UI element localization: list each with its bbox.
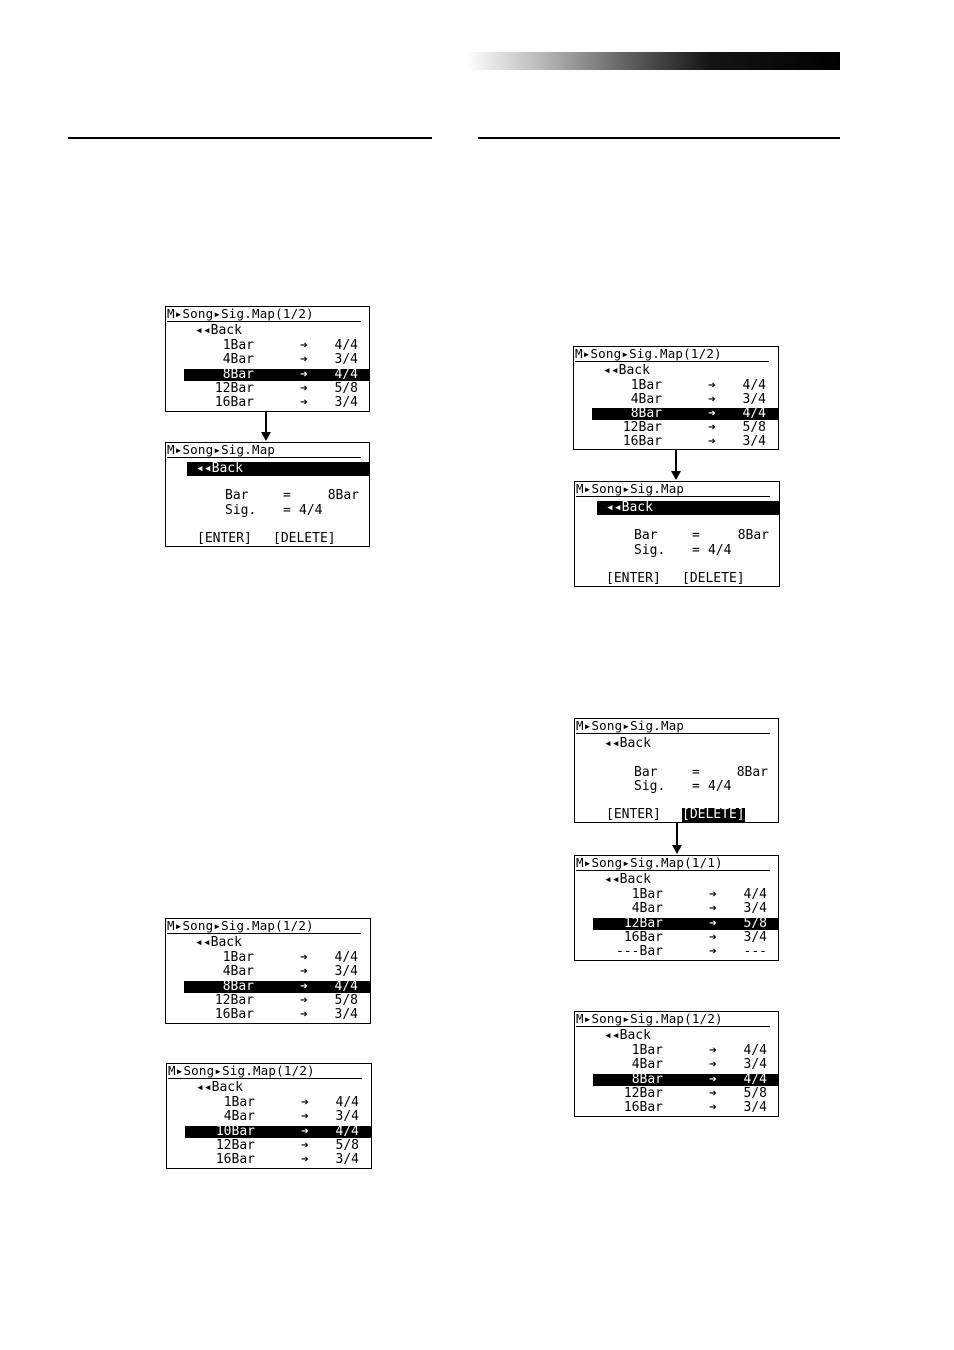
sig-value: 4/4 xyxy=(742,378,766,393)
lcd-title: M▸Song▸Sig.Map(1/2) xyxy=(167,307,361,322)
list-item xyxy=(574,379,778,393)
back-label: ◂◂Back xyxy=(604,1028,651,1043)
sig-value: 4/4 xyxy=(299,503,323,518)
bar-value: 16Bar xyxy=(622,434,662,449)
list-item-selected xyxy=(166,980,370,994)
list-item xyxy=(575,1087,779,1101)
back-label: ◂◂Back xyxy=(604,736,651,751)
sig-value: 3/4 xyxy=(743,1057,767,1072)
lcd-sig-map-edit xyxy=(574,718,779,823)
list-item xyxy=(575,1044,779,1058)
arrow-down-icon xyxy=(671,471,681,480)
arrow-icon: ➔ xyxy=(709,1100,717,1115)
bar-value: 4Bar xyxy=(631,901,663,916)
arrow-icon: ➔ xyxy=(301,1124,309,1139)
sig-value: 3/4 xyxy=(334,1007,358,1022)
sig-value: 4/4 xyxy=(743,1043,767,1058)
equals-sign: = xyxy=(692,779,700,794)
equals-sign: = xyxy=(283,488,291,503)
bar-label: Bar xyxy=(225,488,249,503)
bar-value: 8Bar xyxy=(736,765,768,780)
arrow-icon: ➔ xyxy=(709,1043,717,1058)
bar-value: 16Bar xyxy=(214,395,254,410)
arrow-icon: ➔ xyxy=(708,420,716,435)
lcd-sig-map-edit xyxy=(165,442,370,547)
delete-button: [DELETE] xyxy=(273,531,336,546)
sig-value: 5/8 xyxy=(742,420,766,435)
list-item-selected xyxy=(574,407,778,421)
equals-sign: = xyxy=(692,765,700,780)
arrow-down-icon xyxy=(261,432,271,441)
arrow-icon: ➔ xyxy=(300,964,308,979)
bar-value: 12Bar xyxy=(214,381,254,396)
sig-value: 3/4 xyxy=(743,901,767,916)
lcd-title: M▸Song▸Sig.Map(1/1) xyxy=(576,856,770,871)
lcd-sig-map-list xyxy=(574,855,779,961)
back-label: ◂◂Back xyxy=(604,872,651,887)
arrow-icon: ➔ xyxy=(300,1007,308,1022)
list-item-selected xyxy=(167,1125,371,1139)
sig-value: 4/4 xyxy=(334,367,358,382)
flow-arrow xyxy=(265,412,267,433)
sig-value: 5/8 xyxy=(335,1138,359,1153)
lcd-title: M▸Song▸Sig.Map xyxy=(576,482,770,497)
sig-value: 3/4 xyxy=(334,964,358,979)
arrow-icon: ➔ xyxy=(709,1057,717,1072)
arrow-icon: ➔ xyxy=(300,950,308,965)
enter-button: [ENTER] xyxy=(606,571,661,586)
sig-label: Sig. xyxy=(634,779,666,794)
bar-value: 12Bar xyxy=(623,1086,663,1101)
section-rule-left xyxy=(68,137,432,139)
lcd-title: M▸Song▸Sig.Map xyxy=(576,719,770,734)
arrow-icon: ➔ xyxy=(709,901,717,916)
list-item xyxy=(166,994,370,1008)
sig-value: 3/4 xyxy=(334,395,358,410)
lcd-sig-map-list xyxy=(165,306,370,412)
bar-value: 12Bar xyxy=(214,993,254,1008)
bar-value: 1Bar xyxy=(630,378,662,393)
lcd-sig-map-list xyxy=(573,346,779,450)
bar-label: Bar xyxy=(634,765,658,780)
list-item xyxy=(575,902,779,916)
bar-value: 8Bar xyxy=(737,528,769,543)
sig-value: --- xyxy=(743,944,767,959)
back-label: ◂◂Back xyxy=(606,500,653,515)
arrow-icon: ➔ xyxy=(708,392,716,407)
bar-label: Bar xyxy=(634,528,658,543)
arrow-icon: ➔ xyxy=(708,378,716,393)
sig-value: 4/4 xyxy=(743,1072,767,1087)
sig-value: 5/8 xyxy=(743,1086,767,1101)
list-item xyxy=(575,1058,779,1072)
lcd-sig-map-list xyxy=(166,1063,372,1169)
sig-value: 4/4 xyxy=(334,338,358,353)
back-label: ◂◂Back xyxy=(195,935,242,950)
arrow-icon: ➔ xyxy=(300,395,308,410)
sig-value: 4/4 xyxy=(742,406,766,421)
list-item xyxy=(167,1110,371,1124)
arrow-icon: ➔ xyxy=(301,1095,309,1110)
sig-label: Sig. xyxy=(634,543,666,558)
arrow-icon: ➔ xyxy=(300,993,308,1008)
equals-sign: = xyxy=(692,543,700,558)
sig-value: 3/4 xyxy=(335,1109,359,1124)
bar-value: 8Bar xyxy=(630,406,662,421)
lcd-title: M▸Song▸Sig.Map(1/2) xyxy=(576,1012,770,1027)
arrow-icon: ➔ xyxy=(300,979,308,994)
lcd-sig-map-edit xyxy=(574,481,780,587)
bar-value: 1Bar xyxy=(223,1095,255,1110)
list-item xyxy=(574,393,778,407)
enter-button: [ENTER] xyxy=(197,531,252,546)
bar-value: 1Bar xyxy=(222,950,254,965)
back-label: ◂◂Back xyxy=(195,323,242,338)
sig-value: 4/4 xyxy=(335,1124,359,1139)
bar-value: 12Bar xyxy=(623,916,663,931)
arrow-icon: ➔ xyxy=(301,1152,309,1167)
sig-value: 3/4 xyxy=(335,1152,359,1167)
lcd-title: M▸Song▸Sig.Map(1/2) xyxy=(575,347,769,362)
sig-value: 4/4 xyxy=(708,779,732,794)
bar-value: 1Bar xyxy=(631,887,663,902)
bar-value: 1Bar xyxy=(631,1043,663,1058)
enter-button: [ENTER] xyxy=(606,807,661,822)
sig-value: 3/4 xyxy=(742,392,766,407)
bar-value: 4Bar xyxy=(222,964,254,979)
equals-sign: = xyxy=(283,503,291,518)
bar-value: 16Bar xyxy=(623,1100,663,1115)
bar-value: 16Bar xyxy=(623,930,663,945)
bar-value: 10Bar xyxy=(215,1124,255,1139)
sig-value: 4/4 xyxy=(334,950,358,965)
list-item xyxy=(166,339,370,353)
list-item xyxy=(575,888,779,902)
sig-value: 4/4 xyxy=(708,543,732,558)
list-item xyxy=(166,396,370,410)
bar-value: 8Bar xyxy=(222,979,254,994)
section-rule-right xyxy=(478,137,840,139)
flow-arrow xyxy=(676,823,678,846)
list-item xyxy=(166,382,370,396)
list-item-selected xyxy=(166,368,370,382)
lcd-title: M▸Song▸Sig.Map(1/2) xyxy=(167,919,361,934)
sig-value: 5/8 xyxy=(334,381,358,396)
bar-value: 4Bar xyxy=(630,392,662,407)
arrow-down-icon xyxy=(672,845,682,854)
arrow-icon: ➔ xyxy=(709,1086,717,1101)
bar-value: 8Bar xyxy=(631,1072,663,1087)
list-item xyxy=(166,951,370,965)
arrow-icon: ➔ xyxy=(709,944,717,959)
back-label: ◂◂Back xyxy=(196,461,243,476)
list-item xyxy=(574,421,778,435)
arrow-icon: ➔ xyxy=(300,352,308,367)
header-gradient-bar xyxy=(466,52,840,70)
lcd-title: M▸Song▸Sig.Map xyxy=(167,443,361,458)
equals-sign: = xyxy=(692,528,700,543)
list-item xyxy=(167,1096,371,1110)
list-item xyxy=(575,931,779,945)
arrow-icon: ➔ xyxy=(300,381,308,396)
arrow-icon: ➔ xyxy=(708,434,716,449)
arrow-icon: ➔ xyxy=(301,1138,309,1153)
delete-button: [DELETE] xyxy=(682,571,745,586)
arrow-icon: ➔ xyxy=(301,1109,309,1124)
sig-value: 4/4 xyxy=(335,1095,359,1110)
sig-value: 5/8 xyxy=(334,993,358,1008)
arrow-icon: ➔ xyxy=(709,930,717,945)
bar-value: 1Bar xyxy=(222,338,254,353)
sig-value: 4/4 xyxy=(743,887,767,902)
back-label: ◂◂Back xyxy=(603,363,650,378)
lcd-title: M▸Song▸Sig.Map(1/2) xyxy=(168,1064,362,1079)
list-item xyxy=(166,965,370,979)
list-item xyxy=(166,353,370,367)
arrow-icon: ➔ xyxy=(708,406,716,421)
back-label: ◂◂Back xyxy=(196,1080,243,1095)
sig-value: 5/8 xyxy=(743,916,767,931)
sig-value: 3/4 xyxy=(334,352,358,367)
bar-value: 16Bar xyxy=(215,1152,255,1167)
list-item-selected xyxy=(575,1073,779,1087)
bar-value: 12Bar xyxy=(215,1138,255,1153)
list-item-selected xyxy=(575,917,779,931)
list-item xyxy=(167,1153,371,1167)
sig-value: 3/4 xyxy=(743,1100,767,1115)
sig-value: 3/4 xyxy=(743,930,767,945)
list-item xyxy=(166,1008,370,1022)
arrow-icon: ➔ xyxy=(709,916,717,931)
list-item xyxy=(575,1101,779,1115)
arrow-icon: ➔ xyxy=(300,367,308,382)
list-item xyxy=(574,435,778,449)
bar-value: 4Bar xyxy=(223,1109,255,1124)
sig-label: Sig. xyxy=(225,503,257,518)
bar-value: ---Bar xyxy=(616,944,663,959)
sig-value: 4/4 xyxy=(334,979,358,994)
lcd-sig-map-list xyxy=(165,918,371,1024)
arrow-icon: ➔ xyxy=(300,338,308,353)
bar-value: 4Bar xyxy=(631,1057,663,1072)
lcd-sig-map-list xyxy=(574,1011,779,1117)
flow-arrow xyxy=(675,450,677,472)
bar-value: 8Bar xyxy=(327,488,359,503)
bar-value: 8Bar xyxy=(222,367,254,382)
arrow-icon: ➔ xyxy=(709,1072,717,1087)
list-item xyxy=(167,1139,371,1153)
delete-button-selected: [DELETE] xyxy=(682,807,745,822)
sig-value: 3/4 xyxy=(742,434,766,449)
bar-value: 16Bar xyxy=(214,1007,254,1022)
list-item xyxy=(575,945,779,959)
arrow-icon: ➔ xyxy=(709,887,717,902)
bar-value: 12Bar xyxy=(622,420,662,435)
bar-value: 4Bar xyxy=(222,352,254,367)
